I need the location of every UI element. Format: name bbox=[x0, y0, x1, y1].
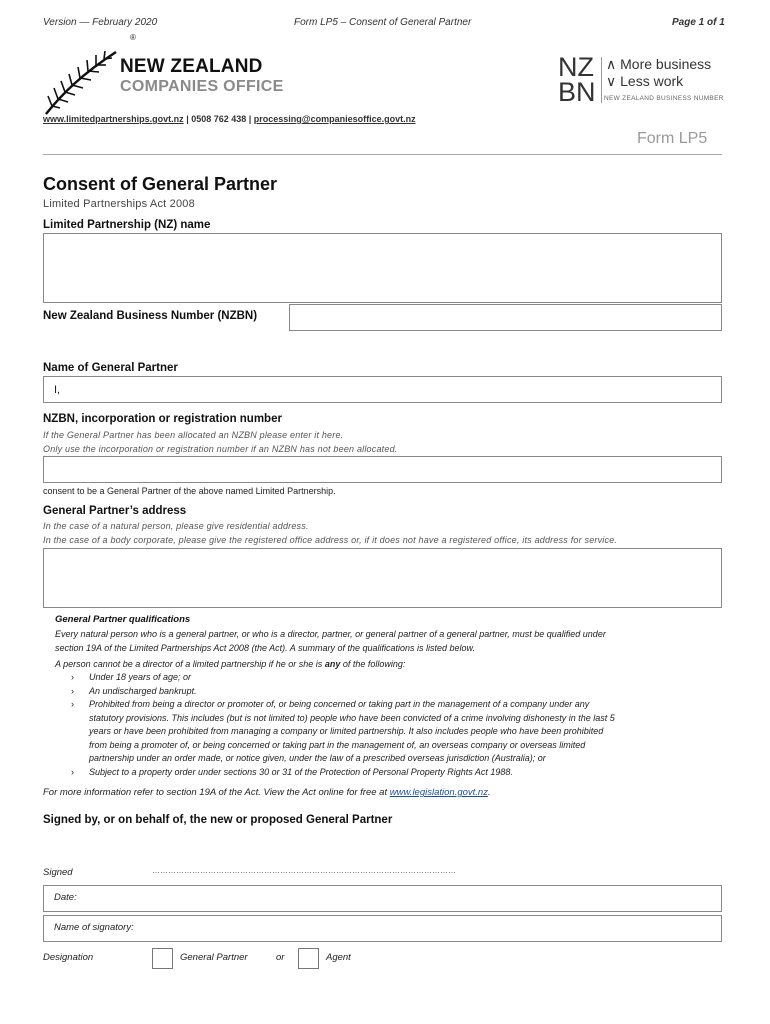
form-number: Form LP5 bbox=[637, 130, 708, 147]
caret-down-icon: ∨ bbox=[606, 73, 621, 89]
gp-nzbn-note-1: If the General Partner has been allocated an NZBN please enter it here. bbox=[43, 430, 344, 440]
fern-logo-icon bbox=[42, 44, 120, 120]
bullet-chevron-icon: › bbox=[71, 672, 74, 682]
address-note-2: In the case of a body corporate, please give the registered office address or, if it does not have a registered office, its address for service. bbox=[43, 535, 618, 545]
website-link[interactable]: www.limitedpartnerships.govt.nz bbox=[43, 114, 184, 124]
designation-label: Designation bbox=[43, 952, 94, 963]
signed-label: Signed bbox=[43, 867, 73, 878]
logo-line1: NEW ZEALAND bbox=[120, 56, 263, 77]
list-item bbox=[71, 685, 197, 698]
qualifications-para-1a: Every natural person who is a general partner, or who is a director, partner, or general partner of a general partner, must be qualified under bbox=[55, 629, 606, 639]
page-number: Page 1 of 1 bbox=[672, 17, 725, 28]
bullet-text-4: Subject to a property order under sections 30 or 31 of the Protection of Personal Property Rights Act 1988. bbox=[89, 767, 513, 777]
page-title: Consent of General Partner bbox=[43, 174, 278, 194]
version-label: Version — February 2020 bbox=[43, 17, 158, 28]
header-divider bbox=[43, 154, 722, 155]
tagline-1-text: More business bbox=[620, 56, 712, 72]
legislation-link[interactable]: www.legislation.govt.nz bbox=[389, 787, 488, 798]
date-field[interactable] bbox=[43, 885, 722, 912]
caret-up-icon: ∧ bbox=[606, 56, 621, 72]
para2-pre: A person cannot be a director of a limited partnership if he or she is bbox=[55, 659, 325, 669]
nzbn-mark-bottom: BN bbox=[558, 77, 596, 107]
date-label: Date: bbox=[54, 892, 77, 903]
gp-nzbn-field[interactable] bbox=[43, 456, 722, 483]
list-item bbox=[71, 698, 590, 711]
qualifications-para-1b: section 19A of the Limited Partnerships Act 2008 (the Act). A summary of the qualifications is listed below. bbox=[55, 643, 476, 653]
bullet-text-2: An undischarged bankrupt. bbox=[89, 686, 197, 696]
agent-checkbox[interactable] bbox=[298, 948, 319, 969]
general-partner-option-label: General Partner bbox=[180, 952, 248, 963]
bullet-text-1: Under 18 years of age; or bbox=[89, 672, 192, 682]
address-label: General Partner’s address bbox=[43, 505, 187, 517]
signatory-name-label: Name of signatory: bbox=[54, 922, 134, 933]
address-field[interactable] bbox=[43, 548, 722, 608]
gp-name-label: Name of General Partner bbox=[43, 362, 178, 374]
agent-option-label: Agent bbox=[326, 952, 351, 963]
para2-bold: any bbox=[324, 659, 341, 669]
registered-mark: ® bbox=[130, 33, 136, 42]
list-item bbox=[71, 671, 192, 684]
page-subtitle: Limited Partnerships Act 2008 bbox=[43, 198, 195, 210]
bullet-3-line-1: statutory provisions. This includes (but is not limited to) people who have been convicted of a crime involving dishonesty in the last 5 bbox=[89, 713, 615, 723]
nzbn-divider bbox=[601, 57, 602, 103]
lp-name-label: Limited Partnership (NZ) name bbox=[43, 219, 211, 231]
bullet-chevron-icon: › bbox=[71, 767, 74, 777]
gp-nzbn-note-2: Only use the incorporation or registration number if an NZBN has not been allocated. bbox=[43, 444, 398, 454]
nzbn-tagline-2 bbox=[606, 73, 683, 90]
contact-line bbox=[43, 114, 416, 124]
more-info-pre: For more information refer to section 19A of the Act. View the Act online for free at bbox=[43, 787, 390, 798]
nzbn-label: New Zealand Business Number (NZBN) bbox=[43, 310, 258, 322]
logo-line2: COMPANIES OFFICE bbox=[120, 78, 284, 95]
header-form-title: Form LP5 – Consent of General Partner bbox=[294, 17, 472, 28]
or-text: or bbox=[276, 952, 285, 963]
more-info bbox=[43, 787, 491, 798]
address-note-1: In the case of a natural person, please give residential address. bbox=[43, 521, 309, 531]
signature-heading: Signed by, or on behalf of, the new or proposed General Partner bbox=[43, 814, 393, 826]
gp-nzbn-label: NZBN, incorporation or registration number bbox=[43, 413, 282, 425]
bullet-3-line-4: partnership under an order made, or notice given, under the law of a prescribed overseas jurisdiction (Australia); or bbox=[89, 753, 546, 763]
bullet-text-3: Prohibited from being a director or promoter of, or being concerned or taking part in the management of a company under any bbox=[89, 699, 590, 709]
tagline-2-text: Less work bbox=[620, 73, 684, 89]
qualifications-title: General Partner qualifications bbox=[55, 614, 191, 625]
gp-name-field[interactable] bbox=[43, 376, 722, 403]
para2-post: of the following: bbox=[340, 659, 406, 669]
bullet-3-line-2: years or have been prohibited from managing a company or limited partnership. It also includes people who have been prohibited bbox=[89, 726, 604, 736]
gp-name-prefix: I, bbox=[54, 384, 61, 396]
nzbn-mark-top: NZ bbox=[558, 52, 594, 82]
list-item bbox=[71, 766, 513, 779]
bullet-chevron-icon: › bbox=[71, 699, 74, 709]
nzbn-field[interactable] bbox=[289, 304, 722, 331]
signatory-name-field[interactable] bbox=[43, 915, 722, 942]
more-info-post: . bbox=[487, 787, 491, 798]
email-link[interactable]: processing@companiesoffice.govt.nz bbox=[253, 114, 416, 124]
phone-text: | 0508 762 438 | bbox=[183, 114, 254, 124]
lp-name-field[interactable] bbox=[43, 233, 722, 303]
bullet-3-line-3: from being a promoter of, or being concerned or taking part in the management of, an overseas company or overseas limited bbox=[89, 740, 586, 750]
signature-line[interactable]: …………………………………………………………………………………………………… bbox=[152, 866, 456, 875]
bullet-chevron-icon: › bbox=[71, 686, 74, 696]
nzbn-tagline-3: NEW ZEALAND BUSINESS NUMBER bbox=[604, 95, 724, 102]
qualifications-para-2 bbox=[55, 658, 405, 671]
general-partner-checkbox[interactable] bbox=[152, 948, 173, 969]
nzbn-tagline-1 bbox=[606, 56, 711, 73]
nzbn-logo bbox=[558, 52, 596, 107]
consent-text: consent to be a General Partner of the above named Limited Partnership. bbox=[43, 486, 336, 496]
